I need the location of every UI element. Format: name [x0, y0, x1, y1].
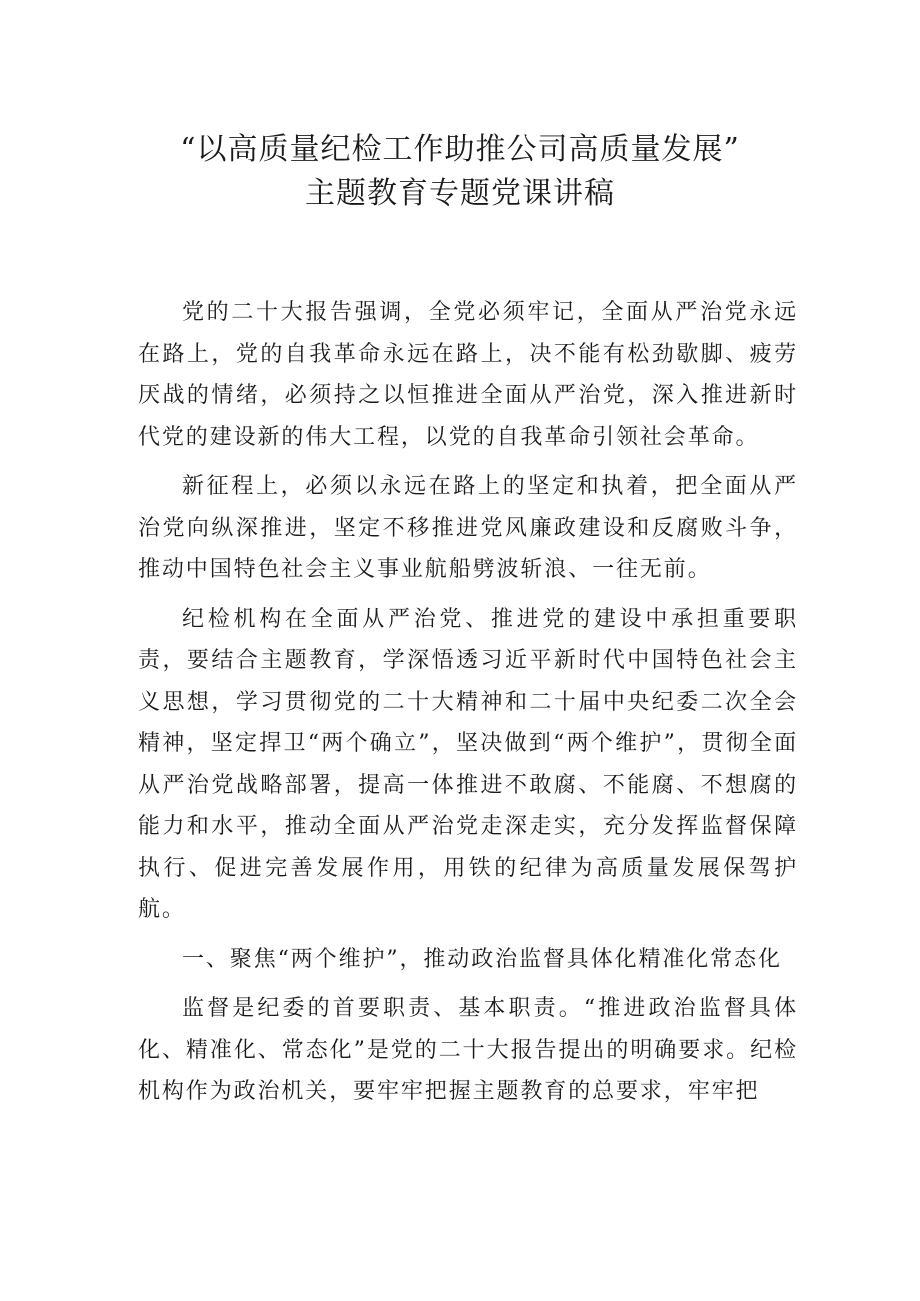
- document-title: [100, 128, 820, 216]
- title-line-1: “以高质量纪检工作助推公司高质量发展”: [180, 132, 740, 167]
- paragraph-2: 新征程上，必须以永远在路上的坚定和执着，把全面从严治党向纵深推进，坚定不移推进党风廉政建设和反腐败斗争，推动中国特色社会主义事业航船劈波斩浪、一往无前。: [138, 474, 798, 582]
- paragraph-3: 纪检机构在全面从严治党、推进党的建设中承担重要职责，要结合主题教育，学深悟透习近平新时代中国特色社会主义思想，学习贯彻党的二十大精神和二十届中央纪委二次全会精神，坚定捍卫“两个确立”，坚决做到“两个维护”，贯彻全面从严治党战略部署，提高一体推进不敢腐、不能腐、不想腐的能力和水平，推动全面从严治党走深走实，充分发挥监督保障执行、促进完善发展作用，用铁的纪律为高质量发展保驾护航。: [138, 606, 798, 922]
- paragraph-4: 监督是纪委的首要职责、基本职责。“推进政治监督具体化、精准化、常态化”是党的二十大报告提出的明确要求。纪检机构作为政治机关，要牢牢把握主题教育的总要求，牢牢把: [138, 996, 798, 1104]
- section-heading-1: 一、聚焦“两个维护”，推动政治监督具体化精准化常态化: [182, 946, 782, 972]
- title-line-2: 主题教育专题党课讲稿: [305, 176, 615, 211]
- paragraph-1: 党的二十大报告强调，全党必须牢记，全面从严治党永远在路上，党的自我革命永远在路上，决不能有松劲歇脚、疲劳厌战的情绪，必须持之以恒推进全面从严治党，深入推进新时代党的建设新的伟大工程，以党的自我革命引领社会革命。: [138, 300, 798, 450]
- document-body: [138, 292, 798, 1113]
